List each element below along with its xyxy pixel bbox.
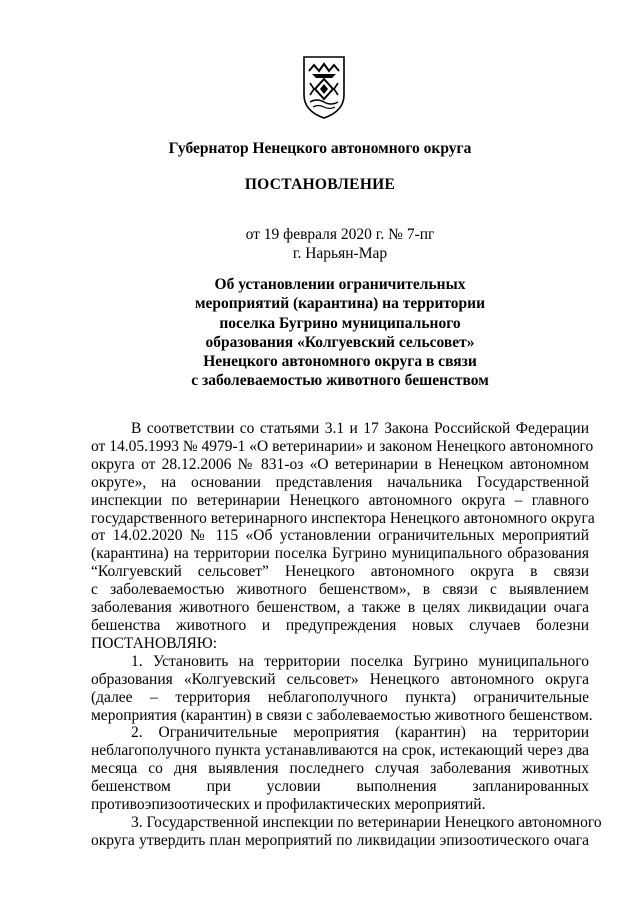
body-line: от 14.05.1993 № 4979-1 «О ветеринарии» и законом Ненецкого автономного: [91, 437, 594, 455]
body-line: месяца со дня выявления последнего случая заболевания животных: [91, 760, 589, 778]
body-line: с заболеваемостью животного бешенством», в связи с выявлением: [91, 581, 589, 599]
title-line: с заболеваемостью животного бешенством: [191, 372, 489, 390]
document-title: [120, 275, 560, 391]
body-line: государственного ветеринарного инспектора Ненецкого автономного округа: [91, 509, 595, 527]
document-type: ПОСТАНОВЛЕНИЕ: [244, 176, 396, 193]
body-line: от 14.02.2020 № 115 «Об установлении ограничительных мероприятий: [91, 527, 589, 545]
body-line: (далее – территория неблагополучного пункта) ограничительные: [91, 688, 589, 706]
body-line: бешенством при условии выполнения запланированных: [91, 778, 589, 796]
body-line: мероприятия (карантин) в связи с заболеваемостью животного бешенством.: [91, 706, 593, 724]
document-body: [91, 420, 602, 850]
body-line: (карантина) на территории поселка Бугрино муниципального образования: [91, 545, 589, 563]
document-date-number: от 19 февраля 2020 г. № 7-пг: [245, 226, 435, 243]
body-line: заболевания животного бешенством, а также в целях ликвидации очага: [91, 599, 589, 617]
document-city: г. Нарьян-Мар: [292, 245, 388, 262]
body-line: округа утвердить план мероприятий по ликвидации эпизоотического очага: [91, 831, 589, 849]
body-line: ПОСТАНОВЛЯЮ:: [91, 634, 218, 652]
body-line: 2. Ограничительные мероприятия (карантин) на территории: [131, 724, 589, 742]
body-line: В соответствии со статьями 3.1 и 17 Закона Российской Федерации: [131, 420, 589, 437]
coat-of-arms-emblem: [300, 55, 348, 120]
body-line: округа от 28.12.2006 № 831-оз «О ветеринарии в Ненецком автономном: [91, 455, 589, 473]
body-line: образования «Колгуевский сельсовет» Ненецкого автономного округа: [91, 670, 589, 688]
title-line: Об установлении ограничительных: [214, 276, 466, 293]
body-line: “Колгуевский сельсовет” Ненецкого автономного округа в связи: [91, 563, 589, 581]
body-line: 1. Установить на территории поселка Бугрино муниципального: [131, 652, 589, 670]
title-line: поселка Бугрино муниципального: [219, 314, 461, 332]
body-line: противоэпизоотических и профилактических мероприятий.: [91, 796, 486, 814]
title-line: образования «Колгуевский сельсовет»: [205, 333, 475, 351]
body-line: бешенства животного и предупреждения новых случаев болезни: [91, 616, 589, 634]
title-line: мероприятий (карантина) на территории: [194, 295, 486, 313]
body-line: округе», на основании представления начальника Государственной: [91, 473, 589, 491]
issuing-authority: Губернатор Ненецкого автономного округа: [168, 140, 472, 157]
body-line: неблагополучного пункта устанавливаются на срок, истекающий через два: [91, 742, 589, 760]
body-line: 3. Государственной инспекции по ветеринарии Ненецкого автономного: [131, 813, 602, 831]
title-line: Ненецкого автономного округа в связи: [203, 353, 477, 371]
body-line: инспекции по ветеринарии Ненецкого автономного округа – главного: [91, 491, 589, 509]
